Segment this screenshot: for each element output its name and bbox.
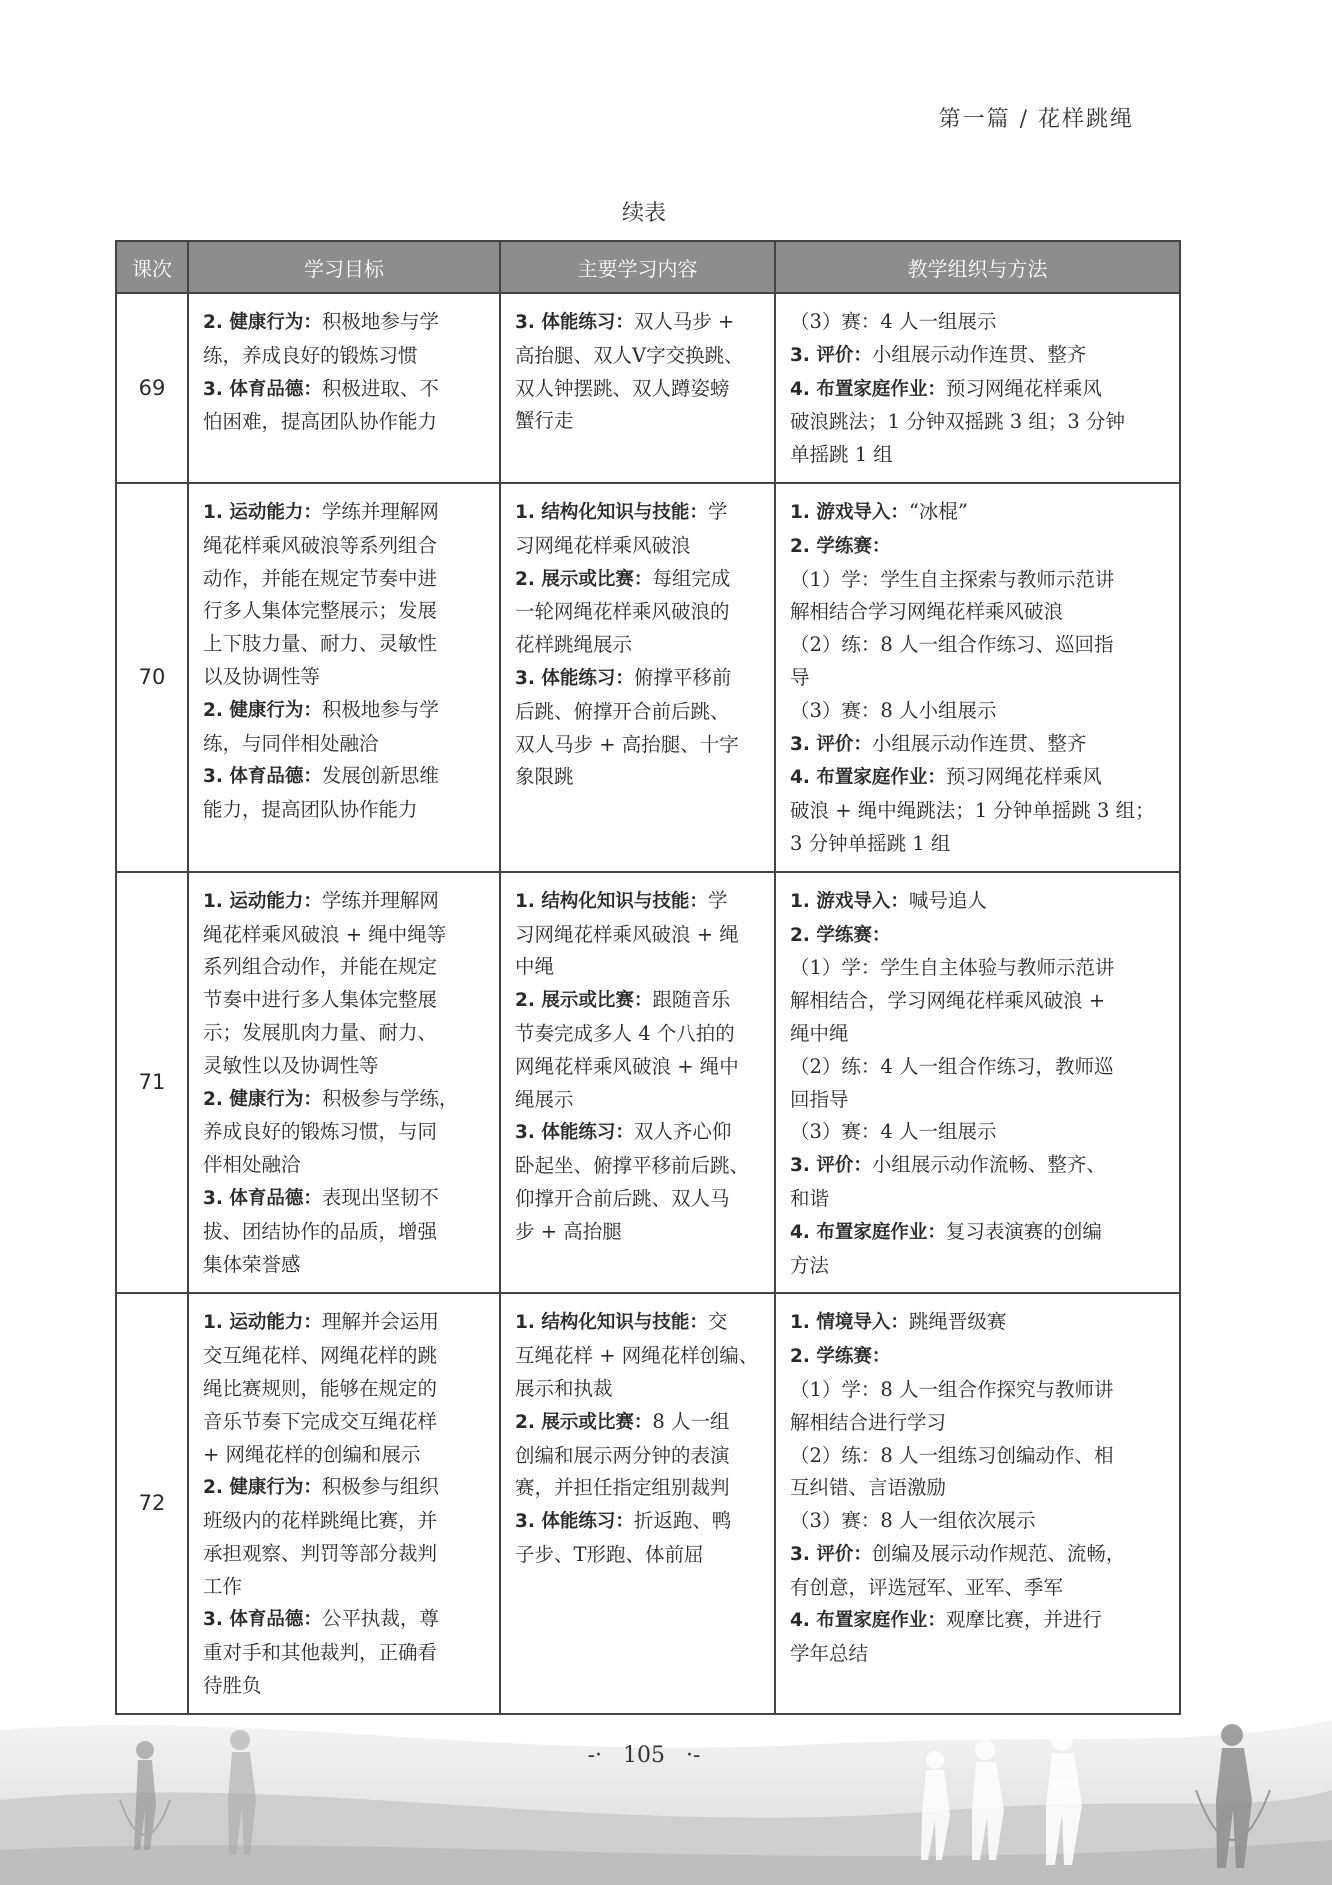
item-text: 折返跑、鸭 [633, 1509, 732, 1533]
lesson-number: 70 [116, 483, 188, 872]
item-text: 练，养成良好的锻炼习惯 [203, 343, 418, 367]
cell-line [515, 1116, 763, 1150]
cell-line [203, 1216, 488, 1249]
item-text: 子步、T形跑、体前屈 [515, 1542, 704, 1566]
cell-line [203, 530, 488, 563]
item-keyword: 4. 布置家庭作业： [790, 767, 946, 789]
item-text: 破浪跳法；1 分钟双摇跳 3 组；3 分钟 [790, 410, 1126, 434]
item-text: （3）赛：8 人小组展示 [790, 698, 997, 722]
item-text: 行多人集体完整展示；发展 [203, 599, 438, 623]
item-text: （3）赛：8 人一组依次展示 [790, 1509, 1036, 1533]
item-text: 节奏完成多人 4 个八拍的 [515, 1021, 735, 1045]
item-text: 双人齐心仰 [633, 1120, 732, 1144]
item-text: 小组展示动作流畅、整齐、 [871, 1153, 1106, 1177]
col-header-content: 主要学习内容 [500, 241, 775, 293]
cell-line [203, 1116, 488, 1149]
item-text: 解相结合进行学习 [790, 1410, 947, 1434]
item-keyword: 3. 评价： [790, 344, 872, 366]
item-keyword: 1. 运动能力： [203, 890, 322, 912]
item-text: 观摩比赛，并进行 [945, 1608, 1102, 1632]
cell-line [515, 563, 763, 597]
lesson-number: 69 [116, 293, 188, 483]
cell-line [515, 1472, 763, 1505]
item-text: 破浪 + 绳中绳跳法；1 分钟单摇跳 3 组； [790, 799, 1155, 823]
cell-line [203, 1373, 488, 1406]
item-text: 后跳、俯撑开合前后跳、 [515, 699, 730, 723]
item-text: 积极参与学练， [321, 1086, 459, 1110]
item-text: 复习表演赛的创编 [945, 1219, 1102, 1243]
cell-line [790, 1116, 1168, 1149]
item-text: 能力，提高团队协作能力 [203, 798, 418, 822]
cell-line [790, 985, 1168, 1018]
cell-line [790, 828, 1168, 861]
item-text: 预习网绳花样乘风 [945, 765, 1102, 789]
item-text: 方法 [790, 1253, 830, 1277]
cell-line [515, 1183, 763, 1216]
cell-line [203, 1571, 488, 1604]
item-text: （1）学：8 人一组合作探究与教师讲 [790, 1377, 1114, 1401]
item-text: 中绳 [515, 955, 555, 979]
item-keyword: 2. 展示或比赛： [515, 1411, 653, 1433]
cell-line [203, 1505, 488, 1538]
cell-line [790, 373, 1168, 407]
cell-line [790, 1440, 1168, 1473]
item-text: 学 [707, 499, 728, 523]
item-keyword: 3. 体能练习： [515, 1511, 634, 1533]
cell-line [515, 1539, 763, 1572]
cell-line [203, 496, 488, 530]
item-keyword: 2. 健康行为： [203, 699, 322, 721]
cell-line [203, 728, 488, 761]
cell-line [515, 1373, 763, 1406]
item-text: 高抬腿、双人V字交换跳、 [515, 343, 744, 367]
item-text: 灵敏性以及协调性等 [203, 1053, 379, 1077]
cell-line [203, 1050, 488, 1083]
item-text: 双人马步 + 高抬腿、十字 [515, 732, 739, 756]
cell-line [515, 306, 763, 340]
cell-line [515, 1051, 763, 1084]
cell-line [515, 1440, 763, 1473]
learning-content-cell [500, 872, 775, 1294]
item-text: （3）赛：4 人一组展示 [790, 1120, 997, 1144]
col-header-goals: 学习目标 [188, 241, 500, 293]
col-header-method: 教学组织与方法 [775, 241, 1180, 293]
cell-line [515, 984, 763, 1018]
item-text: 拔、团结协作的品质，增强 [203, 1219, 438, 1243]
cell-line [203, 340, 488, 373]
item-text: 回指导 [790, 1087, 849, 1111]
page-number-dash-left: -· [587, 1743, 602, 1768]
item-keyword: 3. 体能练习： [515, 312, 634, 333]
cell-line [515, 340, 763, 373]
item-text: 积极进取、不 [321, 376, 439, 400]
cell-line [203, 919, 488, 952]
cell-line [203, 794, 488, 827]
item-text: 花样跳绳展示 [515, 633, 633, 657]
item-text: 每组完成 [652, 566, 731, 590]
cell-line [790, 1407, 1168, 1440]
item-text: 一轮网绳花样乘风破浪的 [515, 600, 730, 624]
cell-line [515, 405, 763, 438]
teaching-method-cell [775, 872, 1180, 1294]
table-row [116, 872, 1180, 1294]
item-text: 系列组合动作，并能在规定 [203, 955, 438, 979]
cell-line [203, 1083, 488, 1117]
lesson-number: 72 [116, 1293, 188, 1714]
cell-line [790, 1250, 1168, 1283]
item-text: 绳花样乘风破浪等系列组合 [203, 533, 438, 557]
cell-line [203, 694, 488, 728]
item-text: 公平执裁，尊 [321, 1607, 439, 1631]
item-text: 赛，并担任指定组别裁判 [515, 1476, 730, 1500]
item-text: 绳比赛规则，能够在规定的 [203, 1376, 438, 1400]
cell-line [203, 628, 488, 661]
cell-line [790, 530, 1168, 564]
cell-line [790, 1604, 1168, 1638]
item-text: 仰撑开合前后跳、双人马 [515, 1186, 730, 1210]
item-text: （2）练：8 人一组合作练习、巡回指 [790, 633, 1114, 657]
cell-line [790, 496, 1168, 530]
learning-goals-cell [188, 293, 500, 483]
table-row [116, 1293, 1180, 1714]
cell-line [790, 1572, 1168, 1605]
cell-line [790, 306, 1168, 339]
cell-line [203, 885, 488, 919]
item-keyword: 3. 评价： [790, 1155, 872, 1177]
teaching-method-cell [775, 1293, 1180, 1714]
item-text: 3 分钟单摇跳 1 组 [790, 831, 951, 855]
item-text: 有创意，评选冠军、亚军、季军 [790, 1575, 1064, 1599]
item-text: 交互绳花样、网绳花样的跳 [203, 1344, 438, 1368]
item-text: 互纠错、言语激励 [790, 1476, 947, 1500]
cell-line [203, 760, 488, 794]
cell-line [515, 373, 763, 406]
cell-line [790, 339, 1168, 373]
cell-line [790, 596, 1168, 629]
item-text: 待胜负 [203, 1674, 262, 1698]
item-text: 双人马步 + [633, 310, 735, 333]
item-text: 跟随音乐 [652, 988, 731, 1012]
cell-line [203, 661, 488, 694]
item-text: 集体荣誉感 [203, 1252, 301, 1276]
cell-line [203, 595, 488, 628]
item-text: 解相结合，学习网绳花样乘风破浪 + [790, 989, 1106, 1013]
item-keyword: 4. 布置家庭作业： [790, 378, 946, 400]
cell-line [515, 885, 763, 919]
cell-line [790, 1340, 1168, 1374]
cell-line [515, 596, 763, 629]
cell-line [203, 984, 488, 1017]
cell-line [203, 1017, 488, 1050]
table-row [116, 293, 1180, 483]
cell-line [203, 1439, 488, 1472]
cell-line [515, 1216, 763, 1249]
cell-line [790, 885, 1168, 919]
item-keyword: 3. 体育品德： [203, 1609, 322, 1631]
table-caption: 续表 [621, 201, 666, 226]
item-keyword: 2. 健康行为： [203, 1088, 322, 1110]
item-keyword: 2. 展示或比赛： [515, 568, 653, 590]
item-text: 象限跳 [515, 765, 574, 789]
teaching-method-cell [775, 293, 1180, 483]
item-text: 跳绳晋级赛 [908, 1310, 1007, 1334]
item-keyword: 1. 游戏导入： [790, 890, 909, 912]
cell-line [203, 1406, 488, 1439]
item-text: 表现出坚韧不 [321, 1185, 439, 1209]
page-number-dash-right: ·- [686, 1743, 701, 1768]
cell-line [515, 761, 763, 794]
item-text: （3）赛：4 人一组展示 [790, 310, 997, 333]
item-text: 怕困难，提高团队协作能力 [203, 410, 438, 434]
item-text: “冰棍” [908, 499, 968, 523]
item-text: 以及协调性等 [203, 664, 321, 688]
item-text: 节奏中进行多人集体完整展 [203, 988, 438, 1012]
item-text: 养成良好的锻炼习惯，与同 [203, 1120, 438, 1144]
item-keyword: 2. 展示或比赛： [515, 990, 653, 1012]
learning-content-cell [500, 1293, 775, 1714]
cell-line [790, 439, 1168, 472]
cell-line [790, 1216, 1168, 1250]
cell-line [515, 1306, 763, 1340]
item-text: 创编和展示两分钟的表演 [515, 1443, 730, 1467]
cell-line [515, 729, 763, 762]
cell-line [203, 1603, 488, 1637]
item-text: 工作 [203, 1574, 243, 1598]
cell-line [203, 951, 488, 984]
item-text: 积极地参与学 [321, 697, 439, 721]
running-header: 第一篇 / 花样跳绳 [938, 107, 1134, 132]
item-text: 展示和执裁 [515, 1376, 613, 1400]
learning-goals-cell [188, 872, 500, 1294]
item-keyword: 3. 体育品德： [203, 378, 322, 400]
learning-content-cell [500, 293, 775, 483]
item-text: 学年总结 [790, 1642, 869, 1666]
table-row [116, 483, 1180, 872]
cell-line [790, 1374, 1168, 1407]
cell-line [790, 919, 1168, 953]
learning-content-cell [500, 483, 775, 872]
cell-line [790, 1018, 1168, 1051]
item-text: 理解并会运用 [321, 1310, 439, 1334]
item-text: 示；发展肌肉力量、耐力、 [203, 1020, 438, 1044]
item-text: 上下肢力量、耐力、灵敏性 [203, 632, 438, 656]
item-text: （1）学：学生自主体验与教师示范讲 [790, 956, 1115, 980]
item-keyword: 4. 布置家庭作业： [790, 1221, 946, 1243]
cell-line [790, 406, 1168, 439]
learning-goals-cell [188, 483, 500, 872]
item-text: 承担观察、判罚等部分裁判 [203, 1541, 438, 1565]
item-text: 伴相处融洽 [203, 1153, 301, 1177]
item-text: 习网绳花样乘风破浪 + 绳 [515, 922, 739, 946]
cell-line [790, 629, 1168, 662]
item-keyword: 3. 评价： [790, 733, 872, 755]
item-keyword: 1. 运动能力： [203, 1312, 322, 1334]
item-text: 绳展示 [515, 1087, 574, 1111]
cell-line [203, 306, 488, 340]
item-text: 网绳花样乘风破浪 + 绳中 [515, 1054, 739, 1078]
cell-line [790, 1084, 1168, 1117]
lesson-plan-table [115, 240, 1181, 1715]
item-text: （1）学：学生自主探索与教师示范讲 [790, 567, 1115, 591]
cell-line [203, 1249, 488, 1282]
item-keyword: 3. 体能练习： [515, 667, 634, 689]
cell-line [515, 1505, 763, 1539]
item-text: 重对手和其他裁判，正确看 [203, 1641, 438, 1665]
item-text: 积极地参与学 [321, 310, 439, 333]
item-text: （2）练：4 人一组合作练习，教师巡 [790, 1054, 1114, 1078]
cell-line [790, 728, 1168, 762]
lesson-number: 71 [116, 872, 188, 1294]
cell-line [203, 1637, 488, 1670]
item-keyword: 1. 结构化知识与技能： [515, 890, 708, 912]
cell-line [515, 1018, 763, 1051]
item-text: 积极参与组织 [321, 1475, 439, 1499]
cell-line [515, 951, 763, 984]
item-text: 导 [790, 665, 810, 689]
cell-line [790, 1638, 1168, 1671]
cell-line [203, 1340, 488, 1373]
page-number-value: 105 [623, 1743, 665, 1768]
item-text: （2）练：8 人一组练习创编动作、相 [790, 1443, 1114, 1467]
cell-line [790, 761, 1168, 795]
item-text: 学 [707, 888, 728, 912]
item-text: 交 [707, 1310, 728, 1334]
cell-line [790, 1183, 1168, 1216]
cell-line [790, 564, 1168, 597]
cell-line [790, 1505, 1168, 1538]
item-keyword: 3. 体能练习： [515, 1122, 634, 1144]
cell-line [790, 1472, 1168, 1505]
col-header-lesson: 课次 [116, 241, 188, 293]
item-keyword: 2. 学练赛： [790, 1346, 891, 1368]
cell-line [203, 1149, 488, 1182]
learning-goals-cell [188, 1293, 500, 1714]
cell-line [515, 530, 763, 563]
cell-line [203, 1538, 488, 1571]
cell-line [203, 406, 488, 439]
item-text: 预习网绳花样乘风 [945, 376, 1102, 400]
item-text: 8 人一组 [652, 1409, 730, 1433]
item-keyword: 1. 结构化知识与技能： [515, 501, 708, 523]
item-keyword: 2. 学练赛： [790, 924, 891, 946]
cell-line [790, 1149, 1168, 1183]
cell-line [515, 919, 763, 952]
item-text: 喊号追人 [908, 888, 987, 912]
cell-line [790, 795, 1168, 828]
cell-line [515, 496, 763, 530]
item-text: 互绳花样 + 网绳花样创编、 [515, 1344, 759, 1368]
cell-line [203, 1306, 488, 1340]
cell-line [790, 695, 1168, 728]
item-text: 习网绳花样乘风破浪 [515, 533, 691, 557]
cell-line [515, 629, 763, 662]
cell-line [515, 662, 763, 696]
item-text: 小组展示动作连贯、整齐 [871, 342, 1087, 366]
item-text: 步 + 高抬腿 [515, 1219, 622, 1243]
item-keyword: 1. 情境导入： [790, 1312, 909, 1334]
cell-line [515, 1340, 763, 1373]
cell-line [515, 696, 763, 729]
item-keyword: 2. 学练赛： [790, 535, 891, 557]
cell-line [790, 1538, 1168, 1572]
item-keyword: 1. 结构化知识与技能： [515, 1312, 708, 1334]
item-text: 和谐 [790, 1186, 830, 1210]
cell-line [515, 1084, 763, 1117]
item-text: 动作，并能在规定节奏中进 [203, 566, 438, 590]
item-text: 绳花样乘风破浪 + 绳中绳等 [203, 922, 447, 946]
item-keyword: 4. 布置家庭作业： [790, 1610, 946, 1632]
item-text: 双人钟摆跳、双人蹲姿螃 [515, 376, 730, 400]
item-keyword: 1. 游戏导入： [790, 501, 909, 523]
item-text: 音乐节奏下完成交互绳花样 [203, 1409, 438, 1433]
table-header-row [116, 241, 1180, 293]
item-text: 创编及展示动作规范、流畅， [871, 1541, 1126, 1565]
item-text: 蟹行走 [515, 409, 574, 433]
teaching-method-cell [775, 483, 1180, 872]
item-text: 学练并理解网 [321, 499, 439, 523]
page-number [0, 1743, 1288, 1768]
item-text: 练，与同伴相处融洽 [203, 731, 379, 755]
item-text: 单摇跳 1 组 [790, 443, 893, 467]
item-text: 班级内的花样跳绳比赛，并 [203, 1509, 438, 1533]
item-text: 小组展示动作连贯、整齐 [871, 731, 1087, 755]
item-keyword: 2. 健康行为： [203, 1477, 322, 1499]
footer-decoration [0, 1690, 1332, 1885]
item-keyword: 3. 评价： [790, 1543, 872, 1565]
cell-line [790, 662, 1168, 695]
item-text: 卧起坐、俯撑平移前后跳、 [515, 1154, 750, 1178]
item-text: 俯撑平移前 [633, 665, 732, 689]
item-text: + 网绳花样的创编和展示 [203, 1442, 421, 1466]
item-text: 学练并理解网 [321, 888, 439, 912]
item-keyword: 3. 体育品德： [203, 766, 322, 788]
cell-line [790, 1306, 1168, 1340]
item-text: 发展创新思维 [321, 764, 439, 788]
cell-line [790, 952, 1168, 985]
cell-line [790, 1051, 1168, 1084]
cell-line [515, 1150, 763, 1183]
cell-line [515, 1406, 763, 1440]
cell-line [203, 1182, 488, 1216]
item-keyword: 2. 健康行为： [203, 312, 322, 333]
item-keyword: 3. 体育品德： [203, 1187, 322, 1209]
item-text: 解相结合学习网绳花样乘风破浪 [790, 600, 1064, 624]
cell-line [203, 1471, 488, 1505]
cell-line [203, 373, 488, 407]
cell-line [203, 563, 488, 596]
item-text: 绳中绳 [790, 1021, 849, 1045]
item-keyword: 1. 运动能力： [203, 501, 322, 523]
